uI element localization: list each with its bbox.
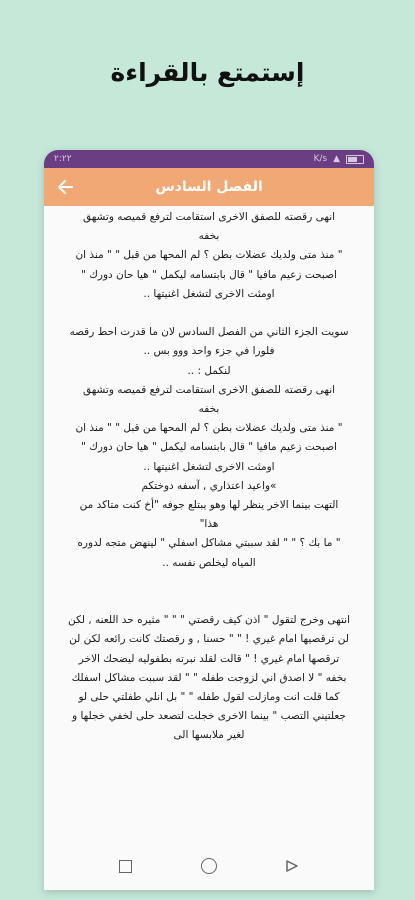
text-line: اومئت الاخرى لتشغل اغنيتها .. (143, 287, 275, 300)
text-line: اصبحت زعيم مافيا " قال بابتسامه ليكمل " هيا حان دورك " (81, 268, 337, 281)
text-line: " ما بك ؟ " " لقد سببتي مشاكل اسفلي " لينهض متجه لدوره (77, 537, 341, 550)
text-line: سويت الجزء الثاني من الفصل السادس لان ما قدرت احط رقصه (69, 326, 349, 339)
text-line: بخفه (198, 230, 220, 243)
paragraph-gap (54, 592, 364, 611)
home-button[interactable] (198, 855, 220, 877)
text-line: جعلتيني التصب " بينما الاخرى خجلت لتصعد حلى لخفي خجلها و (72, 710, 346, 723)
system-nav-bar (44, 842, 374, 890)
text-line: ترقصها امام غيري ! " قالت لقلد نبرته بطفوليه ليضحك الاخر (78, 652, 340, 665)
square-icon (119, 860, 132, 873)
story-text[interactable] (44, 206, 374, 842)
text-line: انهى رقصته للصفق الاخرى استقامت لترفع قميصه وتشهق (82, 383, 336, 396)
text-line: اصبحت زعيم مافيا " قال بابتسامه ليكمل " هيا حان دورك " (81, 441, 337, 454)
status-icons (313, 154, 364, 164)
text-line: اومئت الاخرى لتشغل اغنيتها .. (143, 460, 275, 473)
recents-button[interactable] (115, 855, 137, 877)
text-line: انتهى وخرج لتقول " اذن كيف رقصتي " " " مثيره حد اللعنه , لكن (67, 614, 350, 627)
text-line: لنكمل : .. (187, 364, 231, 377)
circle-icon (201, 858, 217, 874)
text-line: بخفه (198, 403, 220, 416)
signal-icon: ▲ (333, 154, 340, 164)
text-line: هذا" (199, 518, 219, 531)
paragraph-gap (54, 573, 364, 592)
triangle-back-icon (285, 859, 299, 873)
text-line: " منذ متى ولديك عضلات بطن ؟ لم المحها من قبل " " منذ ان (75, 422, 343, 435)
text-line: انهى رقصته للصفق الاخرى استقامت لترفع قميصه وتشهق (82, 211, 336, 223)
text-line: »واعيد اعتذاري , آسفه دوختكم (141, 479, 277, 492)
paragraph-gap (54, 304, 364, 323)
text-line: التهت بينما الاخر ينظر لها وهو يبتلع جوفه "أخ كنت متاكد من (79, 499, 339, 512)
promo-title: إستمتع بالقراءة (110, 58, 305, 87)
status-time: ٢:٢٢ (54, 154, 72, 164)
chapter-title: الفصل السادس (155, 179, 263, 195)
text-line: لغير ملابسها الى (173, 729, 245, 742)
text-line: المياه ليخلص نفسه .. (162, 556, 256, 569)
network-speed: K/s (313, 154, 328, 164)
text-line: لن ترقصيها امام غيري ! " " حسنا , و رقصتك كانت رائعه لكن لن (69, 633, 349, 646)
battery-icon (346, 155, 364, 164)
text-line: بخفه " لا اصدق اني لزوجت طفله " " لقد سببت مشاكل اسفلك (71, 671, 347, 684)
status-bar (44, 150, 374, 168)
text-line: كما قلت انت ومازلت لقول طفله " " بل انلي طفلتي حلى لو (78, 691, 340, 704)
app-bar (44, 168, 374, 206)
system-back-button[interactable] (281, 855, 303, 877)
text-line: " منذ متى ولديك عضلات بطن ؟ لم المحها من قبل " " منذ ان (75, 249, 343, 262)
text-line: فلورا في جزء واحد ووو بس .. (143, 345, 275, 358)
back-arrow-icon[interactable] (54, 176, 76, 198)
phone-screen (44, 150, 374, 890)
